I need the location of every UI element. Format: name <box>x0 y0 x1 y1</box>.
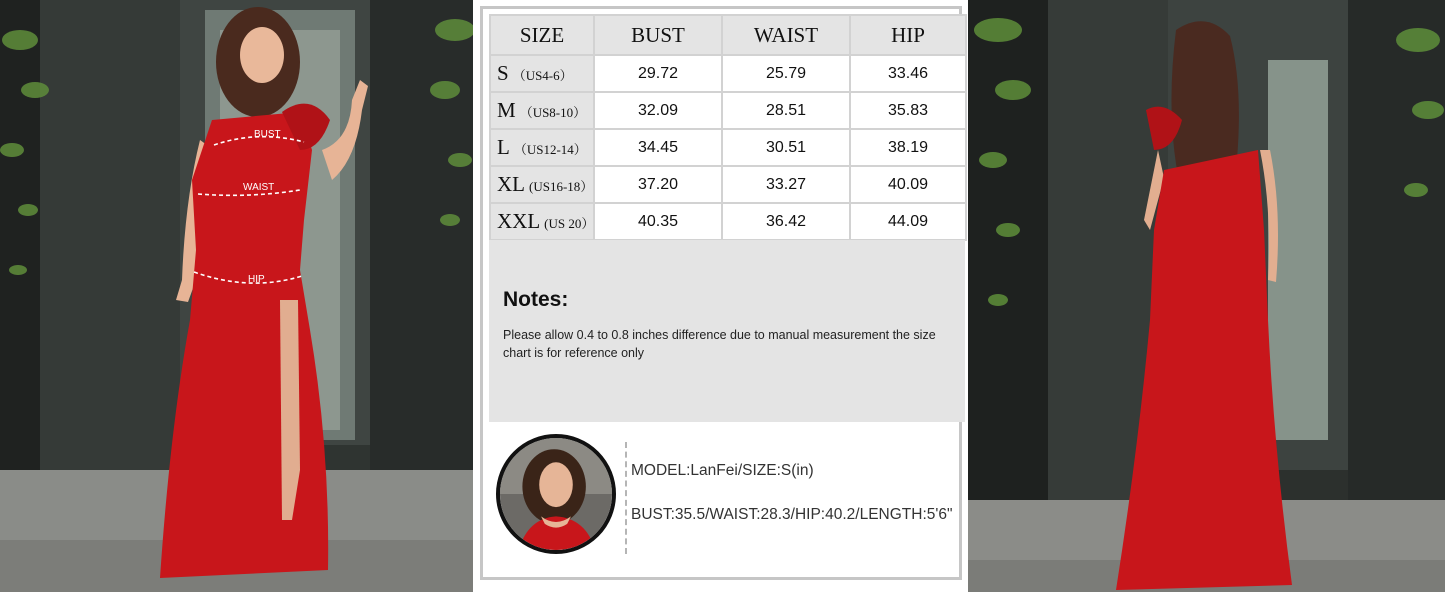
size-us-range: （US12-14） <box>513 142 587 157</box>
hip-label: HIP <box>248 274 265 285</box>
size-cell <box>490 166 594 203</box>
bust-value: 29.72 <box>594 55 722 92</box>
size-us-range: (US 20） <box>544 216 595 231</box>
waist-value: 30.51 <box>722 129 850 166</box>
waist-label: WAIST <box>243 182 275 193</box>
bust-value: 32.09 <box>594 92 722 129</box>
back-view-photo <box>968 0 1445 592</box>
model-info <box>489 422 965 580</box>
hip-value: 44.09 <box>850 203 966 240</box>
model-divider <box>625 442 627 554</box>
header-hip: HIP <box>850 15 966 55</box>
header-bust: BUST <box>594 15 722 55</box>
header-size: SIZE <box>490 15 594 55</box>
size-letter: M <box>497 98 516 122</box>
waist-value: 28.51 <box>722 92 850 129</box>
bust-value: 40.35 <box>594 203 722 240</box>
front-view-photo <box>0 0 473 592</box>
waist-value: 25.79 <box>722 55 850 92</box>
size-cell <box>490 92 594 129</box>
size-table-header <box>490 15 966 55</box>
table-row <box>490 129 966 166</box>
size-letter: L <box>497 135 510 159</box>
hip-value: 35.83 <box>850 92 966 129</box>
model-avatar <box>496 434 616 554</box>
size-letter: S <box>497 61 509 85</box>
model-size-text: MODEL:LanFei/SIZE:S(in) <box>631 462 814 479</box>
size-chart-frame <box>480 6 962 580</box>
hip-value: 38.19 <box>850 129 966 166</box>
hip-value: 33.46 <box>850 55 966 92</box>
table-row <box>490 55 966 92</box>
size-chart-panel <box>473 0 968 592</box>
size-cell <box>490 129 594 166</box>
bust-value: 34.45 <box>594 129 722 166</box>
bust-label: BUST <box>254 129 281 140</box>
size-letter: XXL <box>497 209 541 233</box>
table-row <box>490 166 966 203</box>
notes-box <box>489 240 965 422</box>
waist-value: 33.27 <box>722 166 850 203</box>
model-measurements-text: BUST:35.5/WAIST:28.3/HIP:40.2/LENGTH:5'6" <box>631 506 953 523</box>
size-table <box>489 14 967 241</box>
size-us-range: （US4-6） <box>512 68 573 83</box>
size-letter: XL <box>497 172 525 196</box>
notes-text: Please allow 0.4 to 0.8 inches difference due to manual measurement the size chart is for reference only <box>503 328 936 360</box>
size-cell <box>490 55 594 92</box>
table-row <box>490 92 966 129</box>
size-cell <box>490 203 594 240</box>
size-us-range: (US16-18） <box>529 179 594 194</box>
size-us-range: （US8-10） <box>519 105 587 120</box>
hip-value: 40.09 <box>850 166 966 203</box>
notes-title: Notes: <box>503 288 569 311</box>
header-waist: WAIST <box>722 15 850 55</box>
bust-value: 37.20 <box>594 166 722 203</box>
table-row <box>490 203 966 240</box>
waist-value: 36.42 <box>722 203 850 240</box>
